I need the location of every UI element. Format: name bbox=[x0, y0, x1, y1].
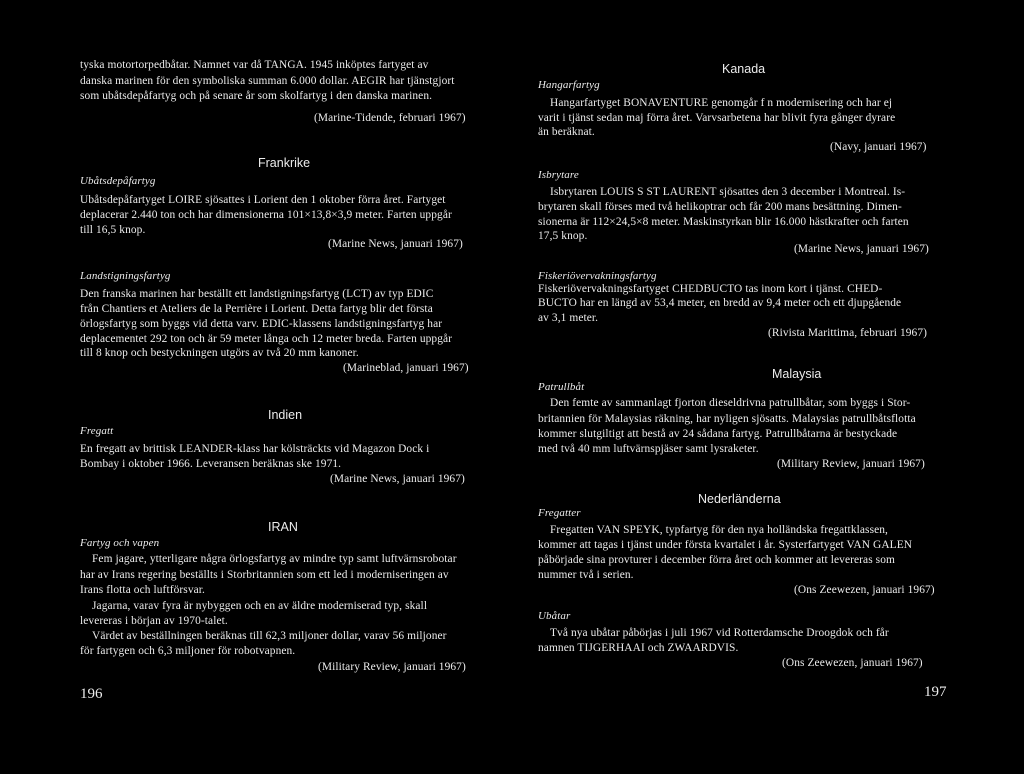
text-line: britannien för Malaysias räkning, har nyligen sjösatts. Malaysias patrullbåtsflotta bbox=[538, 413, 916, 425]
text-line: BUCTO har en längd av 53,4 meter, en bredd av 9,4 meter och ett djupgående bbox=[538, 297, 902, 309]
text-line: Irans flotta och luftförsvar. bbox=[80, 584, 205, 596]
source-credit: (Marine News, januari 1967) bbox=[330, 473, 465, 485]
text-line: som ubåtsdepåfartyg och på senare år som skolfartyg i den danska marinen. bbox=[80, 90, 433, 102]
section-heading-nederlanderna: Nederländerna bbox=[698, 492, 781, 506]
text-line: Värdet av beställningen beräknas till 62,3 miljoner dollar, varav 56 miljoner bbox=[92, 630, 447, 642]
text-line: kommer att tagas i tjänst under första kvartalet i år. Systerfartyget VAN GALEN bbox=[538, 539, 913, 551]
text-line: Fregatten VAN SPEYK, typfartyg för den nya holländska fregattklassen, bbox=[550, 524, 889, 536]
text-line: sionerna är 112×24,5×8 meter. Maskinstyrkan blir 16.000 hästkrafter och farten bbox=[538, 216, 909, 228]
text-line: namnen TIJGERHAAI och ZWAARDVIS. bbox=[538, 642, 739, 654]
source-credit: (Marine News, januari 1967) bbox=[794, 243, 929, 255]
page-number: 197 bbox=[924, 684, 947, 700]
section-heading-indien: Indien bbox=[268, 408, 303, 422]
text-line: varit i tjänst sedan maj förra året. Varvsarbetena har blivit fyra gånger dyrare bbox=[538, 112, 896, 124]
subsection-label: Hangarfartyg bbox=[538, 79, 600, 91]
text-line: än beräknat. bbox=[538, 126, 595, 138]
subsection-label: Fiskeriövervakningsfartyg bbox=[538, 270, 657, 282]
text-line: levereras i början av 1970-talet. bbox=[80, 615, 228, 627]
text-line: En fregatt av brittisk LEANDER-klass har kölsträckts vid Magazon Dock i bbox=[80, 443, 430, 455]
text-line: till 8 knop och bestyckningen utgörs av två 20 mm kanoner. bbox=[80, 347, 359, 359]
text-line: Bombay i oktober 1966. Leveransen beräknas ske 1971. bbox=[80, 458, 342, 470]
source-credit: (Marineblad, januari 1967) bbox=[343, 362, 469, 374]
subsection-label: Ubåtar bbox=[538, 610, 571, 622]
subsection-label: Fartyg och vapen bbox=[80, 537, 160, 549]
text-line: nummer två i serien. bbox=[538, 569, 634, 581]
text-line: Isbrytaren LOUIS S ST LAURENT sjösattes den 3 december i Montreal. Is- bbox=[550, 186, 906, 198]
source-credit: (Military Review, januari 1967) bbox=[318, 661, 466, 673]
text-line: tyska motortorpedbåtar. Namnet var då TANGA. 1945 inköptes fartyget av bbox=[80, 59, 429, 71]
text-line: Två nya ubåtar påbörjas i juli 1967 vid Rotterdamsche Droogdok och får bbox=[550, 627, 889, 639]
text-line: Den franska marinen har beställt ett landstigningsfartyg (LCT) av typ EDIC bbox=[80, 288, 434, 300]
text-line: Fem jagare, ytterligare några örlogsfartyg av mindre typ samt luftvärnsrobotar bbox=[92, 553, 457, 565]
text-line: med två 40 mm luftvärnspjäser samt lysraketer. bbox=[538, 443, 759, 455]
source-credit: (Military Review, januari 1967) bbox=[777, 458, 925, 470]
text-line: påbörjade sina provturer i december förra året och kommer att levereras som bbox=[538, 554, 895, 566]
text-line: Fiskeriövervakningsfartyget CHEDBUCTO tas inom kort i tjänst. CHED- bbox=[538, 283, 883, 295]
text-line: brytaren skall förses med två helikoptrar och får 200 mans besättning. Dimen- bbox=[538, 201, 902, 213]
source-credit: (Ons Zeewezen, januari 1967) bbox=[782, 657, 923, 669]
section-heading-kanada: Kanada bbox=[722, 62, 766, 76]
source-credit: (Marine-Tidende, februari 1967) bbox=[314, 112, 466, 124]
right-page bbox=[512, 0, 1024, 774]
text-line: Jagarna, varav fyra är nybyggen och en av äldre moderniserad typ, skall bbox=[92, 600, 428, 612]
text-line: av 3,1 meter. bbox=[538, 312, 599, 324]
text-line: till 16,5 knop. bbox=[80, 224, 146, 236]
text-line: för fartygen och 6,3 miljoner för robotvapnen. bbox=[80, 645, 296, 657]
subsection-label: Fregatt bbox=[80, 425, 114, 437]
text-line: deplacerar 2.440 ton och har dimensionerna 101×13,8×3,9 meter. Farten uppgår bbox=[80, 209, 452, 221]
text-line: från Chantiers et Ateliers de la Perrière i Lorient. Detta fartyg blir det första bbox=[80, 303, 433, 315]
subsection-label: Fregatter bbox=[538, 507, 581, 519]
page-number: 196 bbox=[80, 686, 103, 702]
text-line: 17,5 knop. bbox=[538, 230, 588, 242]
subsection-label: Ubåtsdepåfartyg bbox=[80, 175, 156, 187]
source-credit: (Ons Zeewezen, januari 1967) bbox=[794, 584, 935, 596]
text-line: örlogsfartyg som byggs vid detta varv. EDIC-klassens landstigningsfartyg har bbox=[80, 318, 443, 330]
section-heading-malaysia: Malaysia bbox=[772, 367, 822, 381]
subsection-label: Landstigningsfartyg bbox=[80, 270, 171, 282]
subsection-label: Isbrytare bbox=[538, 169, 579, 181]
section-heading-frankrike: Frankrike bbox=[258, 156, 311, 170]
subsection-label: Patrullbåt bbox=[538, 381, 585, 393]
text-line: Den femte av sammanlagt fjorton dieseldrivna patrullbåtar, som byggs i Stor- bbox=[550, 397, 911, 409]
section-heading-iran: IRAN bbox=[268, 520, 298, 534]
source-credit: (Marine News, januari 1967) bbox=[328, 238, 463, 250]
text-line: kommer slutgiltigt att bestå av 24 sådana fartyg. Patrullbåtarna är bestyckade bbox=[538, 428, 898, 440]
source-credit: (Rivista Marittima, februari 1967) bbox=[768, 327, 928, 339]
text-line: Ubåtsdepåfartyget LOIRE sjösattes i Lorient den 1 oktober förra året. Fartyget bbox=[80, 194, 446, 206]
text-line: danska marinen för den symboliska summan 6.000 dollar. AEGIR har tjänstgjort bbox=[80, 75, 455, 87]
text-line: deplacementet 292 ton och är 59 meter långa och 12 meter breda. Farten uppgår bbox=[80, 333, 453, 345]
source-credit: (Navy, januari 1967) bbox=[830, 141, 927, 153]
text-line: har av Irans regering beställts i Storbritannien som ett led i moderniseringen av bbox=[80, 569, 449, 581]
text-line: Hangarfartyget BONAVENTURE genomgår f n modernisering och har ej bbox=[550, 97, 893, 109]
